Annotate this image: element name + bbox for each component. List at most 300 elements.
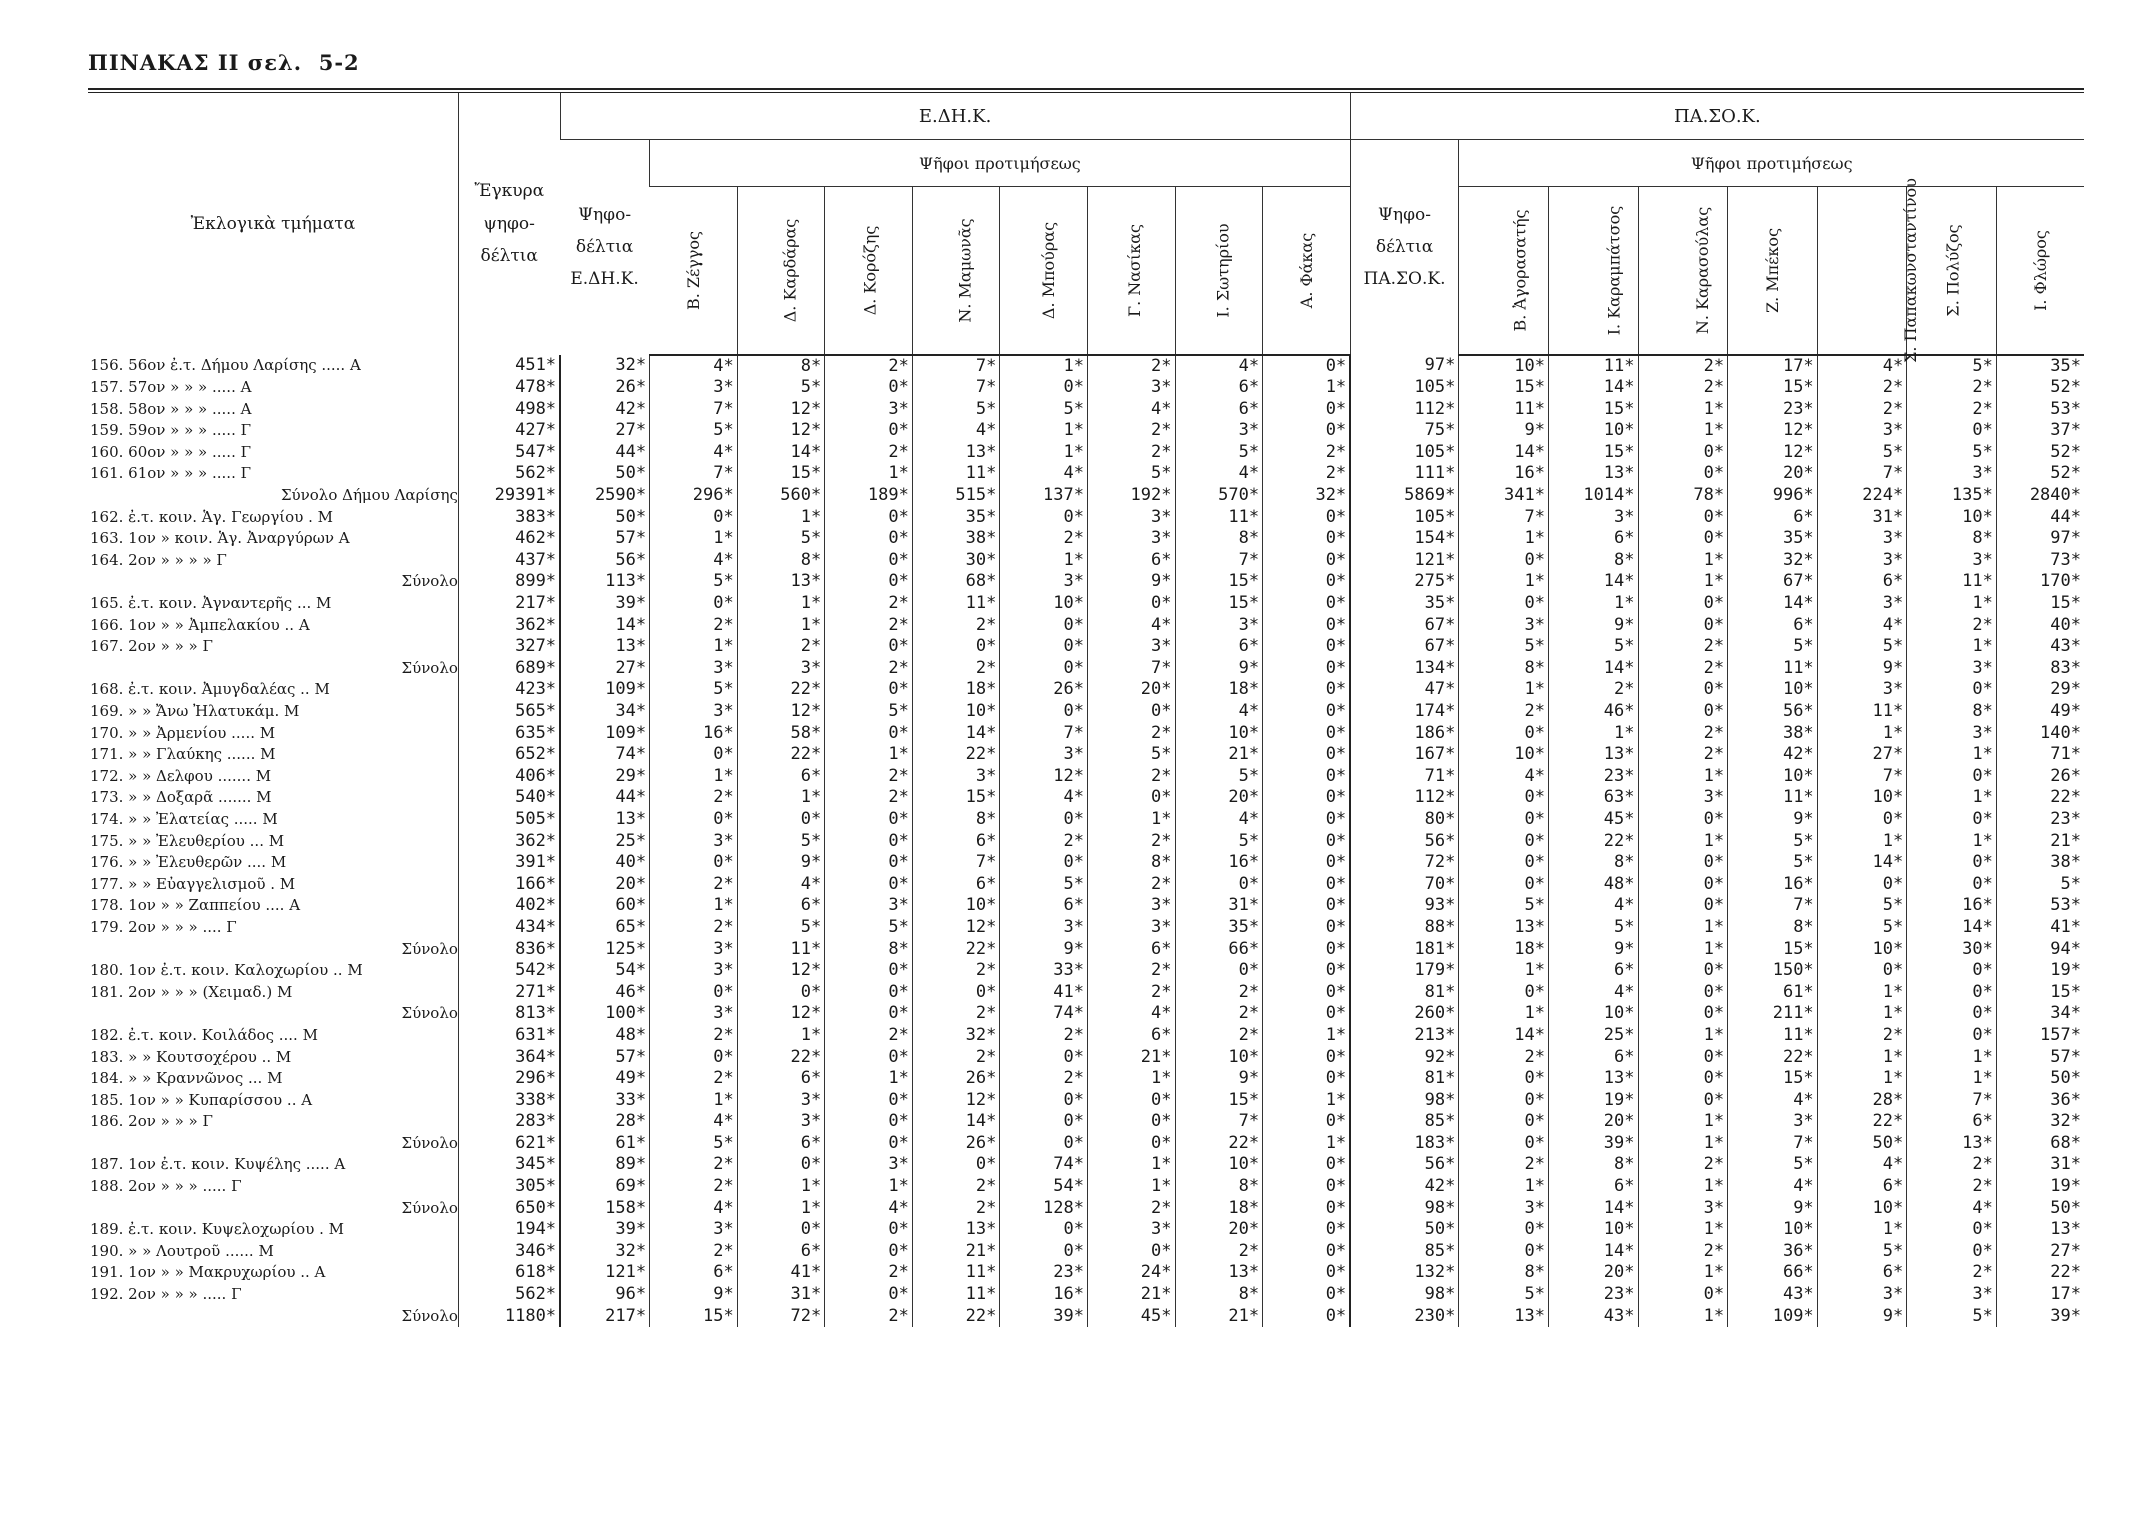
cell-value: 41* <box>1000 982 1088 1004</box>
row-label: 156. 56ον ἐ.τ. Δήμου Λαρίσης ..... Α <box>90 356 361 374</box>
cell-value: 0* <box>1263 1284 1351 1306</box>
cell-value: 5* <box>1728 831 1818 853</box>
cell-value: 88* <box>1350 917 1459 939</box>
cell-value: 4* <box>1000 463 1088 485</box>
table-row <box>88 679 2084 701</box>
candidate-header: Α. Φάκας <box>1263 187 1351 355</box>
cell-value: 427* <box>458 420 560 442</box>
cell-value: 0* <box>1000 658 1088 680</box>
table-row <box>88 420 2084 442</box>
cell-value: 49* <box>560 1068 650 1090</box>
cell-value: 16* <box>1459 463 1549 485</box>
cell-value: 5* <box>650 571 738 593</box>
cell-value: 35* <box>1728 528 1818 550</box>
cell-value: 32* <box>912 1025 1000 1047</box>
cell-value: 98* <box>1350 1090 1459 1112</box>
cell-value: 0* <box>1907 1003 1997 1025</box>
cell-value: 0* <box>650 1047 738 1069</box>
cell-value: 14* <box>912 723 1000 745</box>
cell-value: 16* <box>650 723 738 745</box>
table-row <box>88 744 2084 766</box>
row-label: 157. 57ον » » » ..... Α <box>90 378 252 397</box>
cell-value: 8* <box>737 550 825 572</box>
cell-value: 72* <box>737 1306 825 1328</box>
cell-value: 1* <box>1548 723 1638 745</box>
cell-value: 12* <box>912 1090 1000 1112</box>
cell-value: 15* <box>1459 377 1549 399</box>
row-label: 172. » » Δελφου ....... Μ <box>90 766 272 785</box>
cell-value: 41* <box>737 1262 825 1284</box>
cell-value: 0* <box>825 528 913 550</box>
cell-value: 2* <box>1459 1047 1549 1069</box>
row-label: Σύνολο <box>401 658 458 677</box>
cell-value: 20* <box>1548 1262 1638 1284</box>
cell-value: 0* <box>1638 615 1728 637</box>
cell-value: 174* <box>1350 701 1459 723</box>
cell-value: 0* <box>1263 852 1351 874</box>
cell-value: 0* <box>825 723 913 745</box>
cell-value: 0* <box>1263 1198 1351 1220</box>
cell-value: 4* <box>1728 1176 1818 1198</box>
cell-value: 1* <box>1817 1068 1907 1090</box>
cell-value: 0* <box>1638 1003 1728 1025</box>
cell-value: 10* <box>1728 766 1818 788</box>
row-label: 170. » » Ἀρμενίου ..... Μ <box>90 723 276 742</box>
cell-value: 2* <box>1638 377 1728 399</box>
cell-value: 10* <box>1728 679 1818 701</box>
cell-value: 134* <box>1350 658 1459 680</box>
cell-value: 26* <box>912 1068 1000 1090</box>
cell-value: 6* <box>1175 377 1263 399</box>
cell-value: 0* <box>1263 636 1351 658</box>
cell-value: 2590* <box>560 485 650 507</box>
cell-value: 2* <box>825 1262 913 1284</box>
cell-value: 78* <box>1638 485 1728 507</box>
cell-value: 13* <box>912 1219 1000 1241</box>
cell-value: 12* <box>912 917 1000 939</box>
cell-value: 47* <box>1350 679 1459 701</box>
cell-value: 1* <box>737 1198 825 1220</box>
cell-value: 9* <box>1728 809 1818 831</box>
cell-value: 9* <box>1548 939 1638 961</box>
cell-value: 14* <box>1728 593 1818 615</box>
cell-value: 27* <box>1817 744 1907 766</box>
cell-value: 10* <box>912 895 1000 917</box>
cell-value: 570* <box>1175 485 1263 507</box>
cell-value: 0* <box>825 420 913 442</box>
cell-value: 0* <box>1638 1068 1728 1090</box>
cell-value: 0* <box>825 1047 913 1069</box>
cell-value: 4* <box>1817 615 1907 637</box>
row-label: 164. 2ον » » » » Γ <box>90 550 227 569</box>
cell-value: 14* <box>1548 1241 1638 1263</box>
cell-value: 23* <box>1728 399 1818 421</box>
cell-value: 0* <box>1263 1306 1351 1328</box>
cell-value: 66* <box>1728 1262 1818 1284</box>
cell-value: 52* <box>1996 442 2084 464</box>
cell-value: 3* <box>1907 550 1997 572</box>
cell-value: 7* <box>912 852 1000 874</box>
cell-value: 8* <box>1548 852 1638 874</box>
cell-value: 0* <box>1263 528 1351 550</box>
cell-value: 8* <box>1548 550 1638 572</box>
cell-value: 71* <box>1350 766 1459 788</box>
cell-value: 1* <box>737 787 825 809</box>
table-row-total <box>88 485 2084 507</box>
cell-value: 0* <box>1000 1047 1088 1069</box>
cell-value: 109* <box>560 723 650 745</box>
table-row <box>88 1090 2084 1112</box>
cell-value: 1* <box>1638 1133 1728 1155</box>
cell-value: 618* <box>458 1262 560 1284</box>
cell-value: 0* <box>1459 1068 1549 1090</box>
cell-value: 4* <box>650 1198 738 1220</box>
cell-value: 498* <box>458 399 560 421</box>
cell-value: 0* <box>1263 550 1351 572</box>
cell-value: 8* <box>1459 1262 1549 1284</box>
table-row <box>88 1176 2084 1198</box>
cell-value: 7* <box>650 399 738 421</box>
row-label: 183. » » Κουτσοχέρου .. Μ <box>90 1047 292 1066</box>
cell-value: 4* <box>1175 463 1263 485</box>
cell-value: 0* <box>825 1284 913 1306</box>
cell-value: 22* <box>1817 1111 1907 1133</box>
cell-value: 27* <box>560 420 650 442</box>
cell-value: 0* <box>1263 1176 1351 1198</box>
cell-value: 0* <box>1638 528 1728 550</box>
cell-value: 1* <box>1548 593 1638 615</box>
cell-value: 283* <box>458 1111 560 1133</box>
row-label: 163. 1ον » κοιν. Ἁγ. Ἀναργύρων Α <box>90 529 350 548</box>
cell-value: 2* <box>1087 766 1175 788</box>
cell-value: 0* <box>1638 960 1728 982</box>
cell-value: 52* <box>1996 463 2084 485</box>
cell-value: 81* <box>1350 982 1459 1004</box>
cell-value: 6* <box>1728 507 1818 529</box>
cell-value: 22* <box>1996 787 2084 809</box>
cell-value: 8* <box>912 809 1000 831</box>
cell-value: 0* <box>1907 766 1997 788</box>
candidate-header: Β. Ζέγγος <box>650 187 738 355</box>
cell-value: 5* <box>650 420 738 442</box>
cell-value: 14* <box>1548 1198 1638 1220</box>
cell-value: 75* <box>1350 420 1459 442</box>
cell-value: 2* <box>912 615 1000 637</box>
cell-value: 3* <box>1000 917 1088 939</box>
cell-value: 5* <box>737 831 825 853</box>
cell-value: 6* <box>737 766 825 788</box>
cell-value: 0* <box>1263 831 1351 853</box>
cell-value: 2* <box>650 1176 738 1198</box>
cell-value: 97* <box>1996 528 2084 550</box>
cell-value: 1* <box>1907 636 1997 658</box>
cell-value: 2* <box>825 442 913 464</box>
cell-value: 132* <box>1350 1262 1459 1284</box>
cell-value: 3* <box>1000 744 1088 766</box>
cell-value: 0* <box>825 1003 913 1025</box>
cell-value: 0* <box>1459 1241 1549 1263</box>
cell-value: 93* <box>1350 895 1459 917</box>
cell-value: 22* <box>1175 1133 1263 1155</box>
cell-value: 37* <box>1996 420 2084 442</box>
cell-value: 25* <box>1548 1025 1638 1047</box>
cell-value: 0* <box>825 1090 913 1112</box>
cell-value: 43* <box>1996 636 2084 658</box>
candidate-header: Δ. Μπούρας <box>1000 187 1088 355</box>
cell-value: 0* <box>1087 787 1175 809</box>
cell-value: 71* <box>1996 744 2084 766</box>
cell-value: 1* <box>1459 1003 1549 1025</box>
cell-value: 8* <box>1175 1176 1263 1198</box>
cell-value: 434* <box>458 917 560 939</box>
cell-value: 7* <box>1087 658 1175 680</box>
cell-value: 0* <box>825 507 913 529</box>
cell-value: 23* <box>1548 766 1638 788</box>
cell-value: 0* <box>1263 420 1351 442</box>
cell-value: 22* <box>1728 1047 1818 1069</box>
cell-value: 3* <box>650 377 738 399</box>
cell-value: 36* <box>1996 1090 2084 1112</box>
cell-value: 19* <box>1996 1176 2084 1198</box>
cell-value: 17* <box>1996 1284 2084 1306</box>
cell-value: 4* <box>1087 399 1175 421</box>
cell-value: 1* <box>1907 1047 1997 1069</box>
cell-value: 9* <box>1817 1306 1907 1328</box>
cell-value: 0* <box>825 571 913 593</box>
table-row <box>88 1154 2084 1176</box>
cell-value: 0* <box>650 744 738 766</box>
cell-value: 81* <box>1350 1068 1459 1090</box>
cell-value: 15* <box>1728 377 1818 399</box>
cell-value: 423* <box>458 679 560 701</box>
table-row-total <box>88 939 2084 961</box>
header-pasok-psifodeltia: Ψηφο- δέλτια ΠΑ.ΣΟ.Κ. <box>1350 140 1459 355</box>
table-row <box>88 636 2084 658</box>
cell-value: 98* <box>1350 1198 1459 1220</box>
cell-value: 1* <box>1638 1111 1728 1133</box>
row-label: 185. 1ον » » Κυπαρίσσου .. Α <box>90 1090 313 1109</box>
cell-value: 362* <box>458 615 560 637</box>
row-label: 167. 2ον » » » Γ <box>90 637 213 656</box>
cell-value: 68* <box>912 571 1000 593</box>
candidate-header: Γ. Νασίκας <box>1087 187 1175 355</box>
cell-value: 4* <box>1817 1154 1907 1176</box>
header-pasok: ΠΑ.ΣΟ.Κ. <box>1350 93 2084 140</box>
cell-value: 0* <box>1459 809 1549 831</box>
cell-value: 22* <box>737 744 825 766</box>
cell-value: 16* <box>1907 895 1997 917</box>
cell-value: 4* <box>1087 615 1175 637</box>
cell-value: 85* <box>1350 1241 1459 1263</box>
cell-value: 0* <box>1263 399 1351 421</box>
cell-value: 260* <box>1350 1003 1459 1025</box>
cell-value: 53* <box>1996 895 2084 917</box>
cell-value: 10* <box>1817 787 1907 809</box>
cell-value: 0* <box>1263 809 1351 831</box>
cell-value: 3* <box>1907 1284 1997 1306</box>
cell-value: 2* <box>912 1003 1000 1025</box>
cell-value: 327* <box>458 636 560 658</box>
header-edik-psifodeltia: Ψηφο- δέλτια Ε.ΔΗ.Κ. <box>570 204 639 290</box>
cell-value: 0* <box>1638 874 1728 896</box>
cell-value: 5* <box>1459 636 1549 658</box>
cell-value: 3* <box>1175 420 1263 442</box>
cell-value: 1* <box>737 1025 825 1047</box>
cell-value: 1* <box>1087 1176 1175 1198</box>
cell-value: 2* <box>1087 442 1175 464</box>
cell-value: 43* <box>1548 1306 1638 1328</box>
cell-value: 1* <box>1459 679 1549 701</box>
cell-value: 74* <box>1000 1003 1088 1025</box>
cell-value: 5* <box>912 399 1000 421</box>
cell-value: 3* <box>1817 1284 1907 1306</box>
cell-value: 0* <box>1907 982 1997 1004</box>
cell-value: 3* <box>1548 507 1638 529</box>
cell-value: 2* <box>1907 1176 1997 1198</box>
cell-value: 2* <box>1638 1154 1728 1176</box>
cell-value: 1* <box>1000 355 1088 378</box>
cell-value: 28* <box>1817 1090 1907 1112</box>
cell-value: 67* <box>1350 615 1459 637</box>
cell-value: 0* <box>1263 960 1351 982</box>
cell-value: 9* <box>650 1284 738 1306</box>
cell-value: 14* <box>1548 658 1638 680</box>
table-row <box>88 982 2084 1004</box>
cell-value: 19* <box>1548 1090 1638 1112</box>
cell-value: 52* <box>1996 377 2084 399</box>
cell-value: 5* <box>1087 463 1175 485</box>
cell-value: 29391* <box>458 485 560 507</box>
header-edik: Ε.ΔΗ.Κ. <box>560 93 1350 140</box>
cell-value: 10* <box>1459 355 1549 378</box>
cell-value: 3* <box>650 1219 738 1241</box>
cell-value: 9* <box>1548 615 1638 637</box>
cell-value: 2* <box>825 658 913 680</box>
cell-value: 6* <box>1548 1176 1638 1198</box>
cell-value: 0* <box>737 1154 825 1176</box>
cell-value: 50* <box>1350 1219 1459 1241</box>
cell-value: 0* <box>650 507 738 529</box>
cell-value: 73* <box>1996 550 2084 572</box>
row-label: 177. » » Εὐαγγελισμοῦ . Μ <box>90 874 296 893</box>
cell-value: 0* <box>1907 852 1997 874</box>
cell-value: 2840* <box>1996 485 2084 507</box>
table-row-total <box>88 658 2084 680</box>
cell-value: 8* <box>1175 1284 1263 1306</box>
cell-value: 2* <box>1817 1025 1907 1047</box>
cell-value: 3* <box>650 658 738 680</box>
cell-value: 5* <box>1459 1284 1549 1306</box>
cell-value: 1* <box>650 636 738 658</box>
cell-value: 3* <box>1087 377 1175 399</box>
cell-value: 2* <box>1087 960 1175 982</box>
cell-value: 6* <box>1548 528 1638 550</box>
table-row <box>88 1219 2084 1241</box>
row-label: 188. 2ον » » » ..... Γ <box>90 1177 242 1196</box>
cell-value: 11* <box>912 463 1000 485</box>
cell-value: 3* <box>1907 463 1997 485</box>
cell-value: 0* <box>1263 1068 1351 1090</box>
cell-value: 1* <box>1907 744 1997 766</box>
cell-value: 0* <box>912 982 1000 1004</box>
cell-value: 6* <box>1548 1047 1638 1069</box>
table-row <box>88 355 2084 378</box>
row-label: 178. 1ον » » Ζαππείου .... Α <box>90 896 301 915</box>
cell-value: 2* <box>1817 399 1907 421</box>
cell-value: 1* <box>825 463 913 485</box>
cell-value: 33* <box>560 1090 650 1112</box>
cell-value: 2* <box>1459 1154 1549 1176</box>
cell-value: 11* <box>1907 571 1997 593</box>
table-row <box>88 1241 2084 1263</box>
cell-value: 8* <box>825 939 913 961</box>
cell-value: 42* <box>560 399 650 421</box>
candidate-header: Ζ. Μπέκος <box>1728 187 1818 355</box>
cell-value: 0* <box>1263 1111 1351 1133</box>
cell-value: 5* <box>825 701 913 723</box>
cell-value: 2* <box>1817 377 1907 399</box>
row-label: 191. 1ον » » Μακρυχωρίου .. Α <box>90 1263 326 1282</box>
cell-value: 462* <box>458 528 560 550</box>
table-row <box>88 852 2084 874</box>
cell-value: 96* <box>560 1284 650 1306</box>
cell-value: 2* <box>912 1176 1000 1198</box>
cell-value: 2* <box>737 636 825 658</box>
cell-value: 0* <box>650 982 738 1004</box>
cell-value: 48* <box>1548 874 1638 896</box>
cell-value: 4* <box>825 1198 913 1220</box>
cell-value: 0* <box>1000 852 1088 874</box>
cell-value: 21* <box>1175 744 1263 766</box>
cell-value: 54* <box>560 960 650 982</box>
cell-value: 94* <box>1996 939 2084 961</box>
cell-value: 2* <box>825 1025 913 1047</box>
cell-value: 7* <box>650 463 738 485</box>
table-row-total <box>88 1133 2084 1155</box>
cell-value: 0* <box>1263 895 1351 917</box>
cell-value: 0* <box>1087 1133 1175 1155</box>
cell-value: 1* <box>737 615 825 637</box>
cell-value: 383* <box>458 507 560 529</box>
cell-value: 11* <box>1459 399 1549 421</box>
cell-value: 0* <box>1263 658 1351 680</box>
cell-value: 2* <box>912 960 1000 982</box>
cell-value: 26* <box>1000 679 1088 701</box>
cell-value: 0* <box>1263 1241 1351 1263</box>
cell-value: 0* <box>1000 507 1088 529</box>
cell-value: 0* <box>1907 679 1997 701</box>
cell-value: 56* <box>1350 1154 1459 1176</box>
cell-value: 0* <box>825 1219 913 1241</box>
row-label: 184. » » Κραννῶνος ... Μ <box>90 1069 283 1088</box>
cell-value: 10* <box>1175 1154 1263 1176</box>
cell-value: 2* <box>1175 1241 1263 1263</box>
row-label: 169. » » Ἄνω Ἠλατυκάμ. Μ <box>90 702 300 720</box>
cell-value: 6* <box>1548 960 1638 982</box>
cell-value: 0* <box>825 1241 913 1263</box>
cell-value: 7* <box>1907 1090 1997 1112</box>
cell-value: 57* <box>560 528 650 550</box>
cell-value: 13* <box>737 571 825 593</box>
cell-value: 46* <box>560 982 650 1004</box>
cell-value: 3* <box>1638 1198 1728 1220</box>
cell-value: 5* <box>1907 442 1997 464</box>
cell-value: 69* <box>560 1176 650 1198</box>
cell-value: 211* <box>1728 1003 1818 1025</box>
cell-value: 39* <box>1000 1306 1088 1328</box>
cell-value: 0* <box>1817 874 1907 896</box>
cell-value: 121* <box>1350 550 1459 572</box>
